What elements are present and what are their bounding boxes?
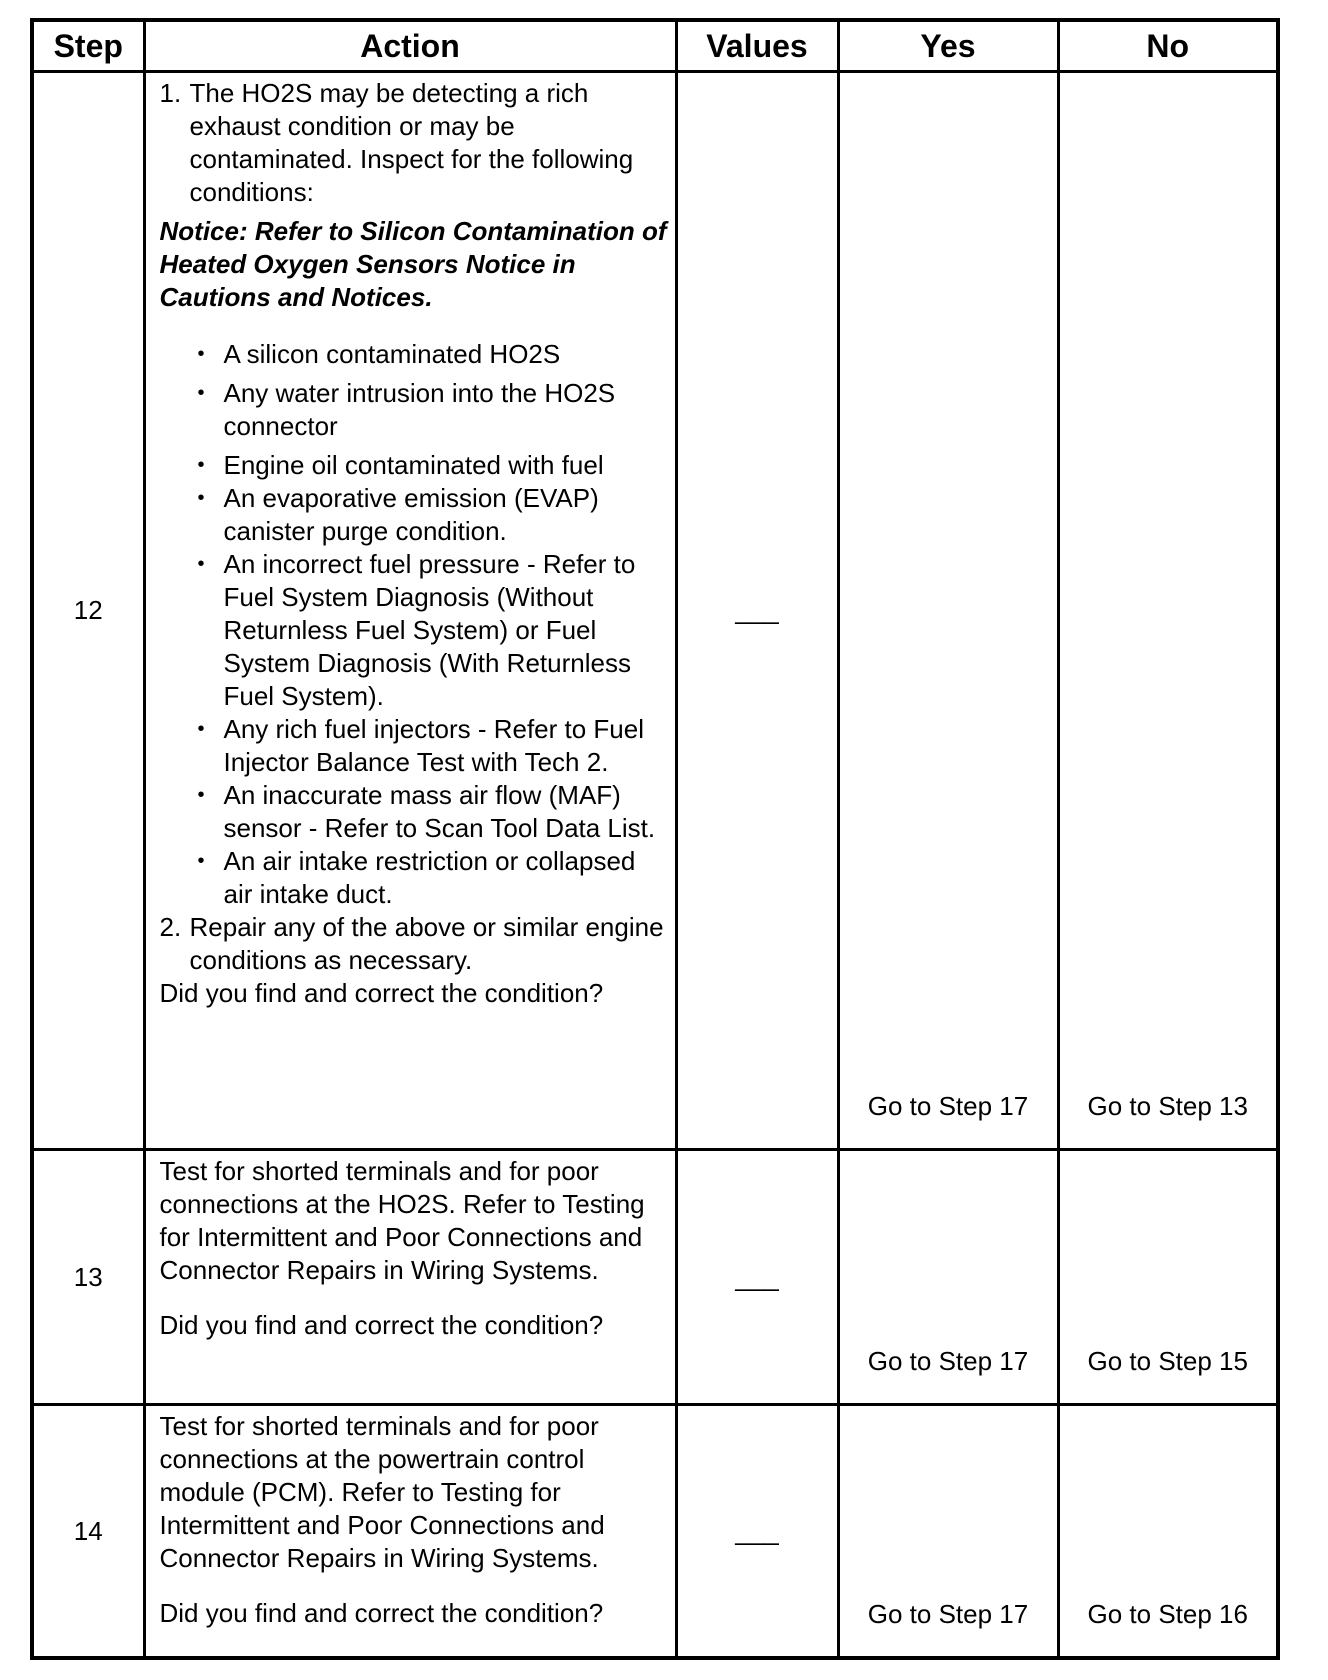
values-cell: ___ (676, 1405, 838, 1659)
values-cell: ___ (676, 72, 838, 1150)
bullet-icon: • (197, 553, 205, 575)
action-cell (144, 1405, 676, 1659)
list-item-text: Engine oil contaminated with fuel (223, 450, 604, 480)
list-item (198, 482, 667, 548)
yes-cell: Go to Step 17 (838, 1405, 1058, 1659)
action-cell (144, 72, 676, 1150)
action-text: Test for shorted terminals and for poor connections at the powertrain control module (PCM). Refer to Testing for Intermittent and Poor Connections and Connector Repairs in Wiring Systems. (159, 1411, 605, 1573)
bullet-icon: • (197, 784, 205, 806)
header-yes: Yes (838, 20, 1058, 72)
header-step: Step (32, 20, 144, 72)
list-item (198, 713, 667, 779)
list-item (198, 548, 667, 713)
list-item (198, 449, 667, 482)
bullet-icon: • (197, 850, 205, 872)
list-item-text: Any water intrusion into the HO2S connector (223, 378, 616, 441)
notice-text: Notice: Refer to Silicon Contamination of Heated Oxygen Sensors Notice in Cautions and Notices. (159, 216, 667, 312)
bullet-icon: • (197, 718, 205, 740)
diagnostic-table (30, 18, 1280, 1660)
step-number: 12 (32, 72, 144, 1150)
bullet-icon: • (197, 343, 205, 365)
list-item-text: Any rich fuel injectors - Refer to Fuel Injector Balance Test with Tech 2. (223, 714, 644, 777)
no-cell: Go to Step 16 (1058, 1405, 1278, 1659)
list-item (198, 845, 667, 911)
header-row (32, 20, 1278, 72)
header-action: Action (144, 20, 676, 72)
step-number: 13 (32, 1150, 144, 1405)
action-item (160, 77, 667, 209)
question-text: Did you find and correct the condition? (159, 1598, 604, 1628)
condition-list (198, 338, 667, 911)
bullet-icon: • (197, 487, 205, 509)
question-text: Did you find and correct the condition? (159, 1310, 604, 1340)
item-text: Repair any of the above or similar engine conditions as necessary. (189, 912, 664, 975)
yes-cell: Go to Step 17 (838, 1150, 1058, 1405)
item-text: The HO2S may be detecting a rich exhaust condition or may be contaminated. Inspect for the following conditions: (189, 78, 634, 207)
header-values: Values (676, 20, 838, 72)
no-cell: Go to Step 13 (1058, 72, 1278, 1150)
step-number: 14 (32, 1405, 144, 1659)
item-number: 1. (159, 78, 182, 108)
yes-cell: Go to Step 17 (838, 72, 1058, 1150)
list-item (198, 779, 667, 845)
list-item-text: A silicon contaminated HO2S (223, 339, 561, 369)
bullet-icon: • (197, 382, 205, 404)
item-number: 2. (159, 912, 182, 942)
header-no: No (1058, 20, 1278, 72)
list-item (198, 338, 667, 371)
list-item-text: An air intake restriction or collapsed air intake duct. (223, 846, 636, 909)
action-text: Test for shorted terminals and for poor connections at the HO2S. Refer to Testing for Intermittent and Poor Connections and Connector Repairs in Wiring Systems. (159, 1156, 645, 1285)
action-cell (144, 1150, 676, 1405)
list-item-text: An incorrect fuel pressure - Refer to Fuel System Diagnosis (Without Returnless Fuel System) or Fuel System Diagnosis (With Returnless Fuel System). (223, 549, 636, 711)
values-cell: ___ (676, 1150, 838, 1405)
action-item (160, 911, 667, 977)
list-item-text: An inaccurate mass air flow (MAF) sensor - Refer to Scan Tool Data List. (223, 780, 656, 843)
bullet-icon: • (197, 454, 205, 476)
table-row (32, 72, 1278, 1150)
list-item-text: An evaporative emission (EVAP) canister purge condition. (223, 483, 599, 546)
table-row (32, 1405, 1278, 1659)
question-text: Did you find and correct the condition? (159, 978, 604, 1008)
list-item (198, 377, 667, 443)
no-cell: Go to Step 15 (1058, 1150, 1278, 1405)
table-row (32, 1150, 1278, 1405)
